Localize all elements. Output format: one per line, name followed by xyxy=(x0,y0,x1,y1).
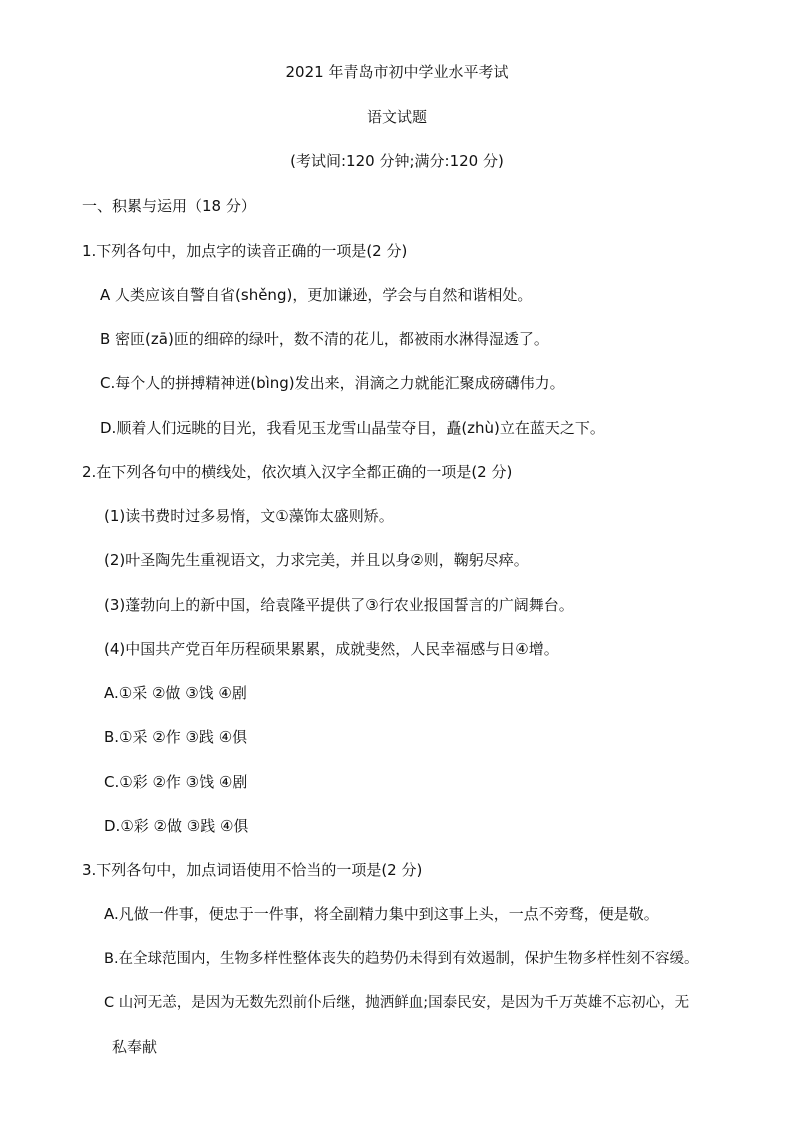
exam-info: (考试间:120 分钟;满分:120 分) xyxy=(290,152,504,170)
question-2-sentence-3: (3)蓬勃向上的新中国，给袁隆平提供了③行农业报国誓言的广阔舞台。 xyxy=(104,596,574,614)
question-2-sentence-2: (2)叶圣陶先生重视语文，力求完美，并且以身②则，鞠躬尽瘁。 xyxy=(104,551,529,569)
question-3-option-a: A.凡做一件事，便忠于一件事，将全副精力集中到这事上头，一点不旁骛，便是敬。 xyxy=(104,905,659,923)
question-2-option-d: D.①彩 ②做 ③践 ④俱 xyxy=(104,817,249,835)
question-1-option-a: A 人类应该自警自省(shěng)，更加谦逊，学会与自然和谐相处。 xyxy=(100,286,533,304)
question-3-stem: 3.下列各句中，加点词语使用不恰当的一项是(2 分) xyxy=(82,861,423,879)
question-2-option-b: B.①采 ②作 ③践 ④俱 xyxy=(104,728,248,746)
question-1-option-d: D.顺着人们远眺的目光，我看见玉龙雪山晶莹夺目，矗(zhù)立在蓝天之下。 xyxy=(100,419,605,437)
section-heading: 一、积累与运用（18 分） xyxy=(82,197,256,215)
question-3-option-c-line2: 私奉献 xyxy=(112,1038,158,1056)
question-2-option-c: C.①彩 ②作 ③饯 ④剧 xyxy=(104,773,248,791)
question-1-option-c: C.每个人的拼搏精神迸(bìng)发出来，涓滴之力就能汇聚成磅礴伟力。 xyxy=(100,374,565,392)
question-2-option-a: A.①采 ②做 ③饯 ④剧 xyxy=(104,684,247,702)
question-2-sentence-4: (4)中国共产党百年历程硕果累累，成就斐然，人民幸福感与日④增。 xyxy=(104,640,559,658)
question-3-option-c-line1: C 山河无恙，是因为无数先烈前仆后继，抛洒鲜血;国泰民安，是因为千万英雄不忘初心，无 xyxy=(104,995,690,1011)
question-1-stem: 1.下列各句中，加点字的读音正确的一项是(2 分) xyxy=(82,242,408,260)
question-3-option-b: B.在全球范围内，生物多样性整体丧失的趋势仍未得到有效遏制，保护生物多样性刻不容缓。 xyxy=(104,951,699,967)
question-2-sentence-1: (1)读书费时过多易惰，文①藻饰太盛则矫。 xyxy=(104,507,394,525)
question-1-option-b: B 密匝(zā)匝的细碎的绿叶，数不清的花儿，都被雨水淋得湿透了。 xyxy=(100,330,549,348)
question-2-stem: 2.在下列各句中的横线处，依次填入汉字全都正确的一项是(2 分) xyxy=(82,463,513,481)
exam-subject: 语文试题 xyxy=(366,108,427,126)
exam-title: 2021 年青岛市初中学业水平考试 xyxy=(285,63,509,81)
